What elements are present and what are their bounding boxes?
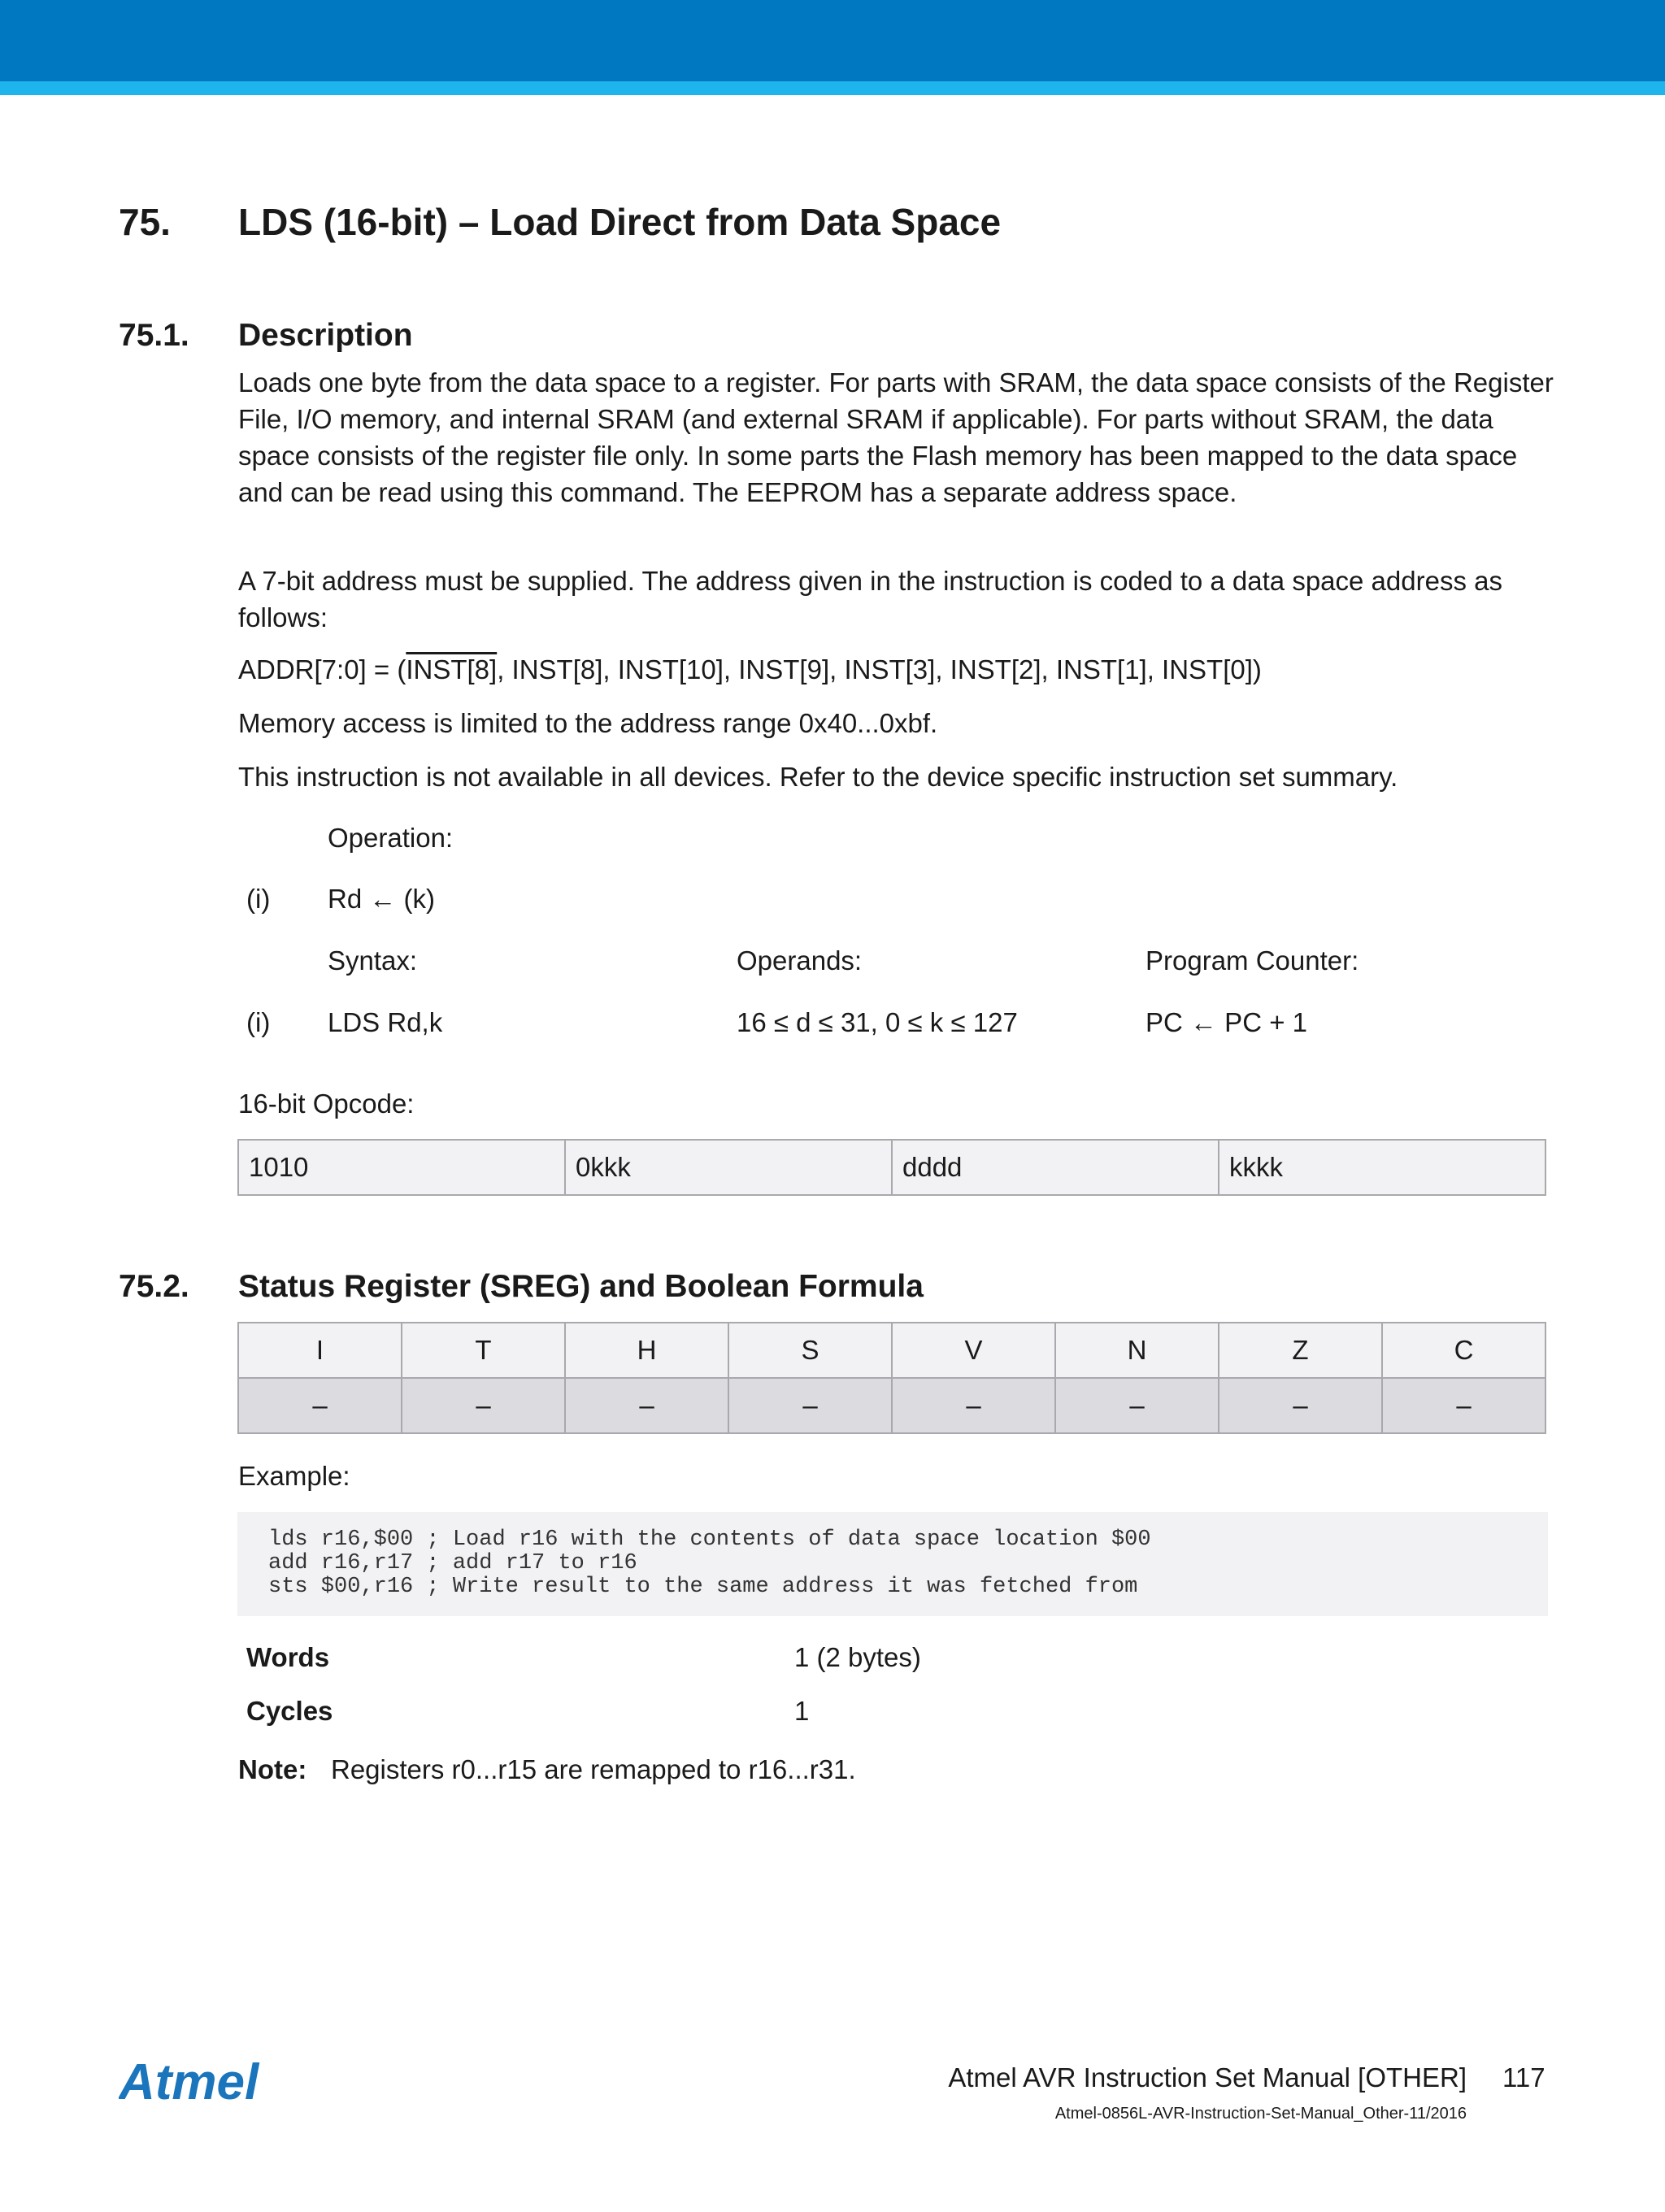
address-paragraph: A 7-bit address must be supplied. The address given in the instruction is coded to a data space address as follows: xyxy=(238,566,1502,632)
cycles-value: 1 xyxy=(794,1696,810,1726)
header-bar xyxy=(0,0,1665,81)
address-formula-suffix: , INST[8], INST[10], INST[9], INST[3], INST[2], INST[1], INST[0]) xyxy=(497,654,1262,684)
sreg-heading: Status Register (SREG) and Boolean Formula xyxy=(238,1269,924,1304)
opcode-row xyxy=(238,1140,1545,1195)
sreg-flag: S xyxy=(728,1323,892,1378)
sreg-flag: H xyxy=(565,1323,728,1378)
description-heading: Description xyxy=(238,318,413,353)
sreg-value: – xyxy=(892,1378,1055,1433)
footer-manual-title: Atmel AVR Instruction Set Manual [OTHER] xyxy=(948,2062,1467,2092)
code-line: add r16,r17 ; add r17 to r16 xyxy=(268,1551,637,1575)
sreg-table xyxy=(237,1322,1546,1434)
opcode-cell: dddd xyxy=(892,1140,1219,1195)
sreg-value: – xyxy=(1219,1378,1382,1433)
footer-page-number: 117 xyxy=(1502,2062,1545,2092)
opcode-table xyxy=(237,1139,1546,1196)
description-paragraph: Loads one byte from the data space to a register. For parts with SRAM, the data space consists of the Register File, I/O memory, and internal SRAM (and external SRAM if applicable). For parts without SRAM, the data space consists of the register file only. In some parts the Flash memory has been mapped to the data space and can be read using this command. The EEPROM has a separate address space. xyxy=(238,367,1554,507)
opcode-cell: 1010 xyxy=(238,1140,565,1195)
description-number: 75.1. xyxy=(119,318,189,353)
program-counter-label: Program Counter: xyxy=(1146,945,1359,976)
words-value: 1 (2 bytes) xyxy=(794,1642,921,1672)
section-number: 75. xyxy=(119,201,171,243)
words-label: Words xyxy=(246,1642,330,1672)
note-label: Note: xyxy=(238,1754,307,1784)
opcode-cell: kkkk xyxy=(1219,1140,1545,1195)
example-label: Example: xyxy=(238,1461,350,1491)
operands-label: Operands: xyxy=(737,945,863,976)
operation-expression: Rd ← (k) xyxy=(328,884,435,914)
syntax-label: Syntax: xyxy=(328,945,418,976)
sreg-value: – xyxy=(402,1378,565,1433)
sreg-value: – xyxy=(565,1378,728,1433)
syntax-index: (i) xyxy=(246,1007,271,1037)
sreg-value: – xyxy=(238,1378,402,1433)
operands-value: 16 ≤ d ≤ 31, 0 ≤ k ≤ 127 xyxy=(737,1007,1018,1037)
address-formula xyxy=(238,654,1262,686)
opcode-cell: 0kkk xyxy=(565,1140,892,1195)
atmel-logo-text: Atmel xyxy=(119,2055,259,2109)
sreg-flag: T xyxy=(402,1323,565,1378)
opcode-label: 16-bit Opcode: xyxy=(238,1089,415,1119)
note-text: Registers r0...r15 are remapped to r16...r31. xyxy=(331,1754,856,1784)
sreg-flags-row xyxy=(238,1323,1545,1378)
sreg-flag: N xyxy=(1055,1323,1219,1378)
sreg-flag: V xyxy=(892,1323,1055,1378)
sreg-value: – xyxy=(728,1378,892,1433)
memory-range-text: Memory access is limited to the address range 0x40...0xbf. xyxy=(238,708,938,738)
sreg-value: – xyxy=(1382,1378,1545,1433)
sreg-flag: I xyxy=(238,1323,402,1378)
availability-text: This instruction is not available in all devices. Refer to the device specific instruction set summary. xyxy=(238,762,1398,792)
sreg-flag: Z xyxy=(1219,1323,1382,1378)
cycles-label: Cycles xyxy=(246,1696,333,1726)
code-line: sts $00,r16 ; Write result to the same address it was fetched from xyxy=(268,1575,1138,1599)
code-line: lds r16,$00 ; Load r16 with the contents of data space location $00 xyxy=(268,1528,1151,1552)
sreg-value: – xyxy=(1055,1378,1219,1433)
address-formula-overlined: INST[8] xyxy=(406,654,498,684)
operation-label: Operation: xyxy=(328,823,454,853)
address-formula-prefix: ADDR[7:0] = ( xyxy=(238,654,406,684)
code-block xyxy=(237,1512,1548,1616)
operation-index: (i) xyxy=(246,884,271,914)
footer-doc-id: Atmel-0856L-AVR-Instruction-Set-Manual_Other-11/2016 xyxy=(1054,2105,1467,2123)
sreg-number: 75.2. xyxy=(119,1269,189,1304)
program-counter-value: PC ← PC + 1 xyxy=(1146,1007,1307,1037)
sreg-values-row xyxy=(238,1378,1545,1433)
header-stripe xyxy=(0,81,1665,95)
sreg-flag: C xyxy=(1382,1323,1545,1378)
section-title: LDS (16-bit) – Load Direct from Data Space xyxy=(238,201,1002,243)
atmel-logo xyxy=(119,2055,281,2109)
syntax-value: LDS Rd,k xyxy=(328,1007,443,1037)
